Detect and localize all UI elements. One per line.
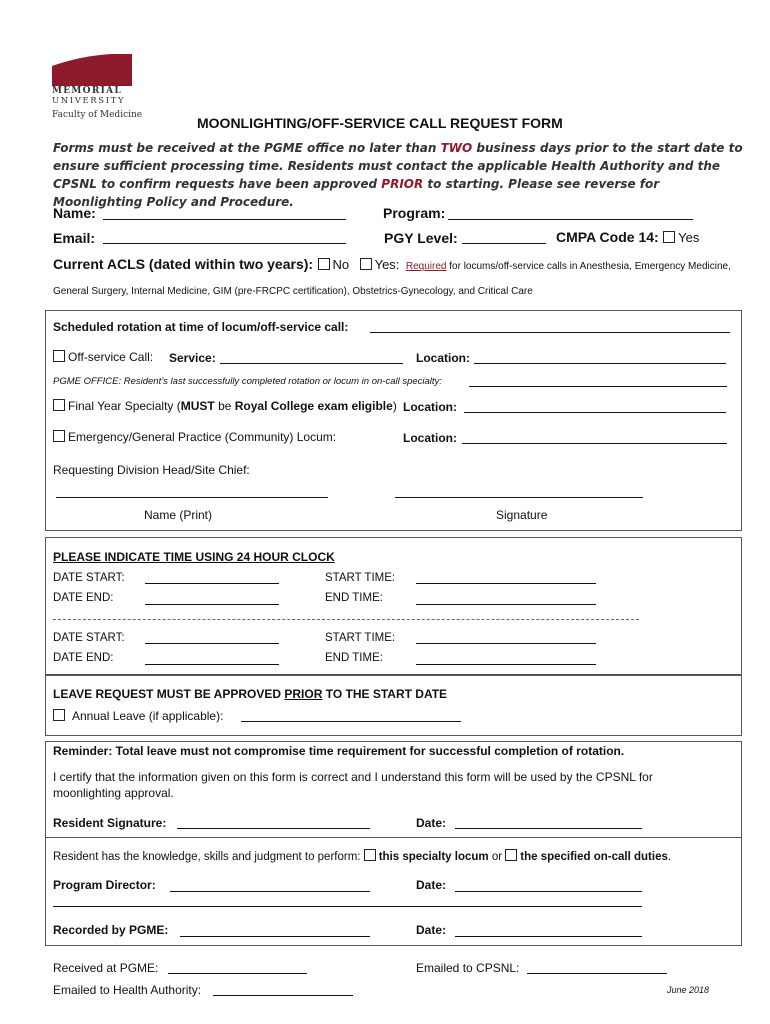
off-service-location-label: Location: xyxy=(416,351,470,365)
date-end-field-2[interactable] xyxy=(145,664,279,665)
logo-brand: MEMORIAL xyxy=(52,86,123,96)
resident-signature-field[interactable] xyxy=(177,828,370,829)
leave-section xyxy=(45,675,742,736)
scheduled-rotation-field[interactable] xyxy=(370,332,730,333)
recorded-pgme-label: Recorded by PGME: xyxy=(53,923,169,937)
program-director-date-label: Date: xyxy=(416,878,447,892)
submission-notice xyxy=(53,139,745,211)
off-service-row xyxy=(53,350,153,364)
required-note: for locums/off-service calls in Anesthesia, Emergency Medicine, xyxy=(446,261,731,272)
annual-leave-label: Annual Leave (if applicable): xyxy=(72,709,224,723)
program-label: Program: xyxy=(383,205,446,221)
service-label: Service: xyxy=(169,351,216,365)
period-label: . xyxy=(667,851,672,863)
logo xyxy=(52,54,143,124)
scheduled-rotation-label: Scheduled rotation at time of locum/off-service call: xyxy=(53,320,349,334)
notice-emph-prior: PRIOR xyxy=(381,177,424,191)
date-start-label-2: DATE START: xyxy=(53,632,125,644)
annual-leave-checkbox[interactable] xyxy=(53,709,65,721)
acls-row xyxy=(53,256,731,274)
resident-date-field[interactable] xyxy=(455,828,642,829)
emailed-ha-field[interactable] xyxy=(213,995,353,996)
emergency-location-field[interactable] xyxy=(462,443,727,444)
knowledge-prefix: Resident has the knowledge, skills and judgment to perform: xyxy=(53,851,361,863)
acls-label: Current ACLS (dated within two years): xyxy=(53,256,314,272)
form-version: June 2018 xyxy=(667,985,710,995)
off-service-label: Off-service Call: xyxy=(68,350,154,364)
emailed-ha-label: Emailed to Health Authority: xyxy=(53,983,202,997)
cmpa-yes-checkbox[interactable] xyxy=(663,231,675,243)
final-year-rc: Royal College exam eligible xyxy=(234,399,393,413)
notice-part1: Forms must be received at the PGME office no later than xyxy=(53,141,441,155)
annual-leave-row xyxy=(53,709,223,723)
final-year-row xyxy=(53,399,397,413)
this-specialty-checkbox[interactable] xyxy=(364,849,376,861)
logo-faculty: Faculty of Medicine xyxy=(52,110,143,120)
resident-signature-label: Resident Signature: xyxy=(53,816,167,830)
received-pgme-field[interactable] xyxy=(168,973,307,974)
time-divider xyxy=(53,619,639,620)
on-call-checkbox[interactable] xyxy=(505,849,517,861)
final-year-prefix: Final Year Specialty ( xyxy=(68,399,181,413)
cmpa-yes-label: Yes xyxy=(678,230,700,245)
pgme-office-note: PGME OFFICE: Resident’s last successfully completed rotation or locum in on-call specialty: xyxy=(53,376,442,387)
start-time-field-2[interactable] xyxy=(416,643,596,644)
acls-no-label: No xyxy=(332,257,350,272)
time-heading: PLEASE INDICATE TIME USING 24 HOUR CLOCK xyxy=(53,550,335,564)
or-label: or xyxy=(488,851,506,863)
start-time-label-1: START TIME: xyxy=(325,572,396,584)
final-year-location-label: Location: xyxy=(403,400,457,414)
knowledge-divider xyxy=(45,837,741,838)
logo-university: UNIVERSITY xyxy=(52,96,126,106)
leave-heading xyxy=(53,687,447,701)
program-director-label: Program Director: xyxy=(53,878,156,892)
emailed-cpsnl-field[interactable] xyxy=(527,973,667,974)
off-service-checkbox[interactable] xyxy=(53,350,65,362)
date-start-label-1: DATE START: xyxy=(53,572,125,584)
program-director-extra-line[interactable] xyxy=(53,906,642,907)
pgy-label: PGY Level: xyxy=(384,230,458,246)
final-year-must: MUST xyxy=(180,399,215,413)
date-start-field-1[interactable] xyxy=(145,583,279,584)
final-year-be: be xyxy=(214,399,235,413)
end-time-field-1[interactable] xyxy=(416,604,596,605)
emergency-label: Emergency/General Practice (Community) Locum: xyxy=(68,430,337,444)
annual-leave-field[interactable] xyxy=(241,721,461,722)
reminder-text: Reminder: Total leave must not compromise time requirement for successful completion of rotation. xyxy=(53,744,625,758)
division-head-name-field[interactable] xyxy=(56,497,328,498)
program-director-date-field[interactable] xyxy=(455,891,642,892)
this-specialty-label: this specialty locum xyxy=(378,851,489,863)
logo-banner-icon xyxy=(52,54,134,86)
acls-no-checkbox[interactable] xyxy=(318,258,330,270)
date-end-field-1[interactable] xyxy=(145,604,279,605)
date-start-field-2[interactable] xyxy=(145,643,279,644)
on-call-label: the specified on-call duties xyxy=(520,851,668,863)
leave-heading-prior: PRIOR xyxy=(284,687,323,701)
final-year-checkbox[interactable] xyxy=(53,399,65,411)
emergency-location-label: Location: xyxy=(403,431,457,445)
cmpa-label: CMPA Code 14: xyxy=(556,229,659,245)
start-time-field-1[interactable] xyxy=(416,583,596,584)
recorded-date-field[interactable] xyxy=(455,936,642,937)
program-field[interactable] xyxy=(448,219,693,220)
certify-line-1: I certify that the information given on this form is correct and I understand this form will be used by the CPSNL for xyxy=(53,770,653,784)
leave-heading-pre: LEAVE REQUEST MUST BE APPROVED xyxy=(53,687,285,701)
start-time-label-2: START TIME: xyxy=(325,632,396,644)
certify-line-2: moonlighting approval. xyxy=(53,786,174,800)
end-time-label-1: END TIME: xyxy=(325,592,383,604)
cmpa-group xyxy=(556,229,699,247)
name-field[interactable] xyxy=(103,219,346,220)
name-print-label: Name (Print) xyxy=(144,508,213,522)
off-service-location-field[interactable] xyxy=(474,363,726,364)
name-label: Name: xyxy=(53,205,96,221)
emailed-cpsnl-label: Emailed to CPSNL: xyxy=(416,961,520,975)
recorded-date-label: Date: xyxy=(416,923,447,937)
emergency-checkbox[interactable] xyxy=(53,430,65,442)
acls-yes-checkbox[interactable] xyxy=(360,258,372,270)
pgme-office-field[interactable] xyxy=(469,386,727,387)
final-year-suffix: ) xyxy=(392,399,397,413)
received-pgme-label: Received at PGME: xyxy=(53,961,159,975)
required-note-line2: General Surgery, Internal Medicine, GIM (pre-FRCPC certification), Obstetrics-Gynecology, and Critical Care xyxy=(53,286,533,297)
end-time-field-2[interactable] xyxy=(416,664,596,665)
knowledge-row xyxy=(53,849,671,863)
acls-yes-label: Yes: xyxy=(374,257,400,272)
form-title: MOONLIGHTING/OFF-SERVICE CALL REQUEST FORM xyxy=(197,115,563,131)
email-field[interactable] xyxy=(103,243,346,244)
emergency-row xyxy=(53,430,336,444)
notice-part2: business days prior to the start date to ensure sufficient processing time. Residents must contact the applicable Health Authority and the CPSNL to confirm requests have been approved xyxy=(53,141,743,191)
notice-emph-two: TWO xyxy=(440,141,473,155)
date-end-label-2: DATE END: xyxy=(53,652,114,664)
signature-label: Signature xyxy=(496,508,548,522)
program-director-field[interactable] xyxy=(170,891,370,892)
date-end-label-1: DATE END: xyxy=(53,592,114,604)
end-time-label-2: END TIME: xyxy=(325,652,383,664)
division-head-signature-field[interactable] xyxy=(395,497,643,498)
pgy-field[interactable] xyxy=(462,243,546,244)
final-year-location-field[interactable] xyxy=(464,412,726,413)
recorded-pgme-field[interactable] xyxy=(180,936,370,937)
service-field[interactable] xyxy=(220,363,403,364)
notice-part3: to starting. Please see reverse for Moonlighting Policy and Procedure. xyxy=(53,177,660,209)
email-label: Email: xyxy=(53,230,96,246)
requesting-head-label: Requesting Division Head/Site Chief: xyxy=(53,463,250,477)
leave-heading-post: TO THE START DATE xyxy=(322,687,448,701)
required-word: Required xyxy=(405,261,447,272)
resident-date-label: Date: xyxy=(416,816,447,830)
